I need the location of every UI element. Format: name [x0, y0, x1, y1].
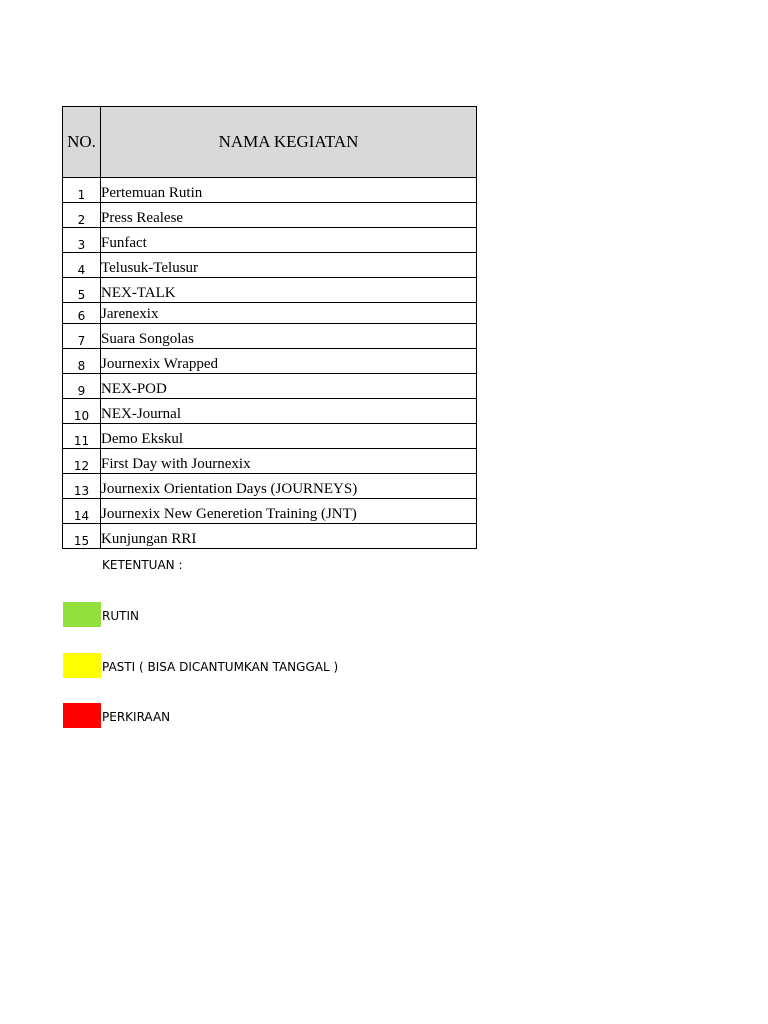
row-number-cell[interactable]: 8 [63, 349, 101, 374]
table-row [63, 474, 477, 499]
activity-name-cell[interactable]: Kunjungan RRI [101, 524, 477, 549]
table-row [63, 499, 477, 524]
activity-name-cell[interactable]: NEX-TALK [101, 278, 477, 303]
row-number-cell[interactable]: 5 [63, 278, 101, 303]
row-number-cell[interactable]: 2 [63, 203, 101, 228]
activity-name-cell[interactable]: Journexix Orientation Days (JOURNEYS) [101, 474, 477, 499]
table-row [63, 424, 477, 449]
header-no[interactable]: NO. [63, 107, 101, 178]
activity-name-cell[interactable]: Funfact [101, 228, 477, 253]
table-row [63, 324, 477, 349]
row-number-cell[interactable]: 13 [63, 474, 101, 499]
table-row [63, 399, 477, 424]
row-number-cell[interactable]: 7 [63, 324, 101, 349]
activity-table [62, 106, 477, 549]
activity-name-cell[interactable]: Suara Songolas [101, 324, 477, 349]
table-row [63, 349, 477, 374]
legend-label-perkiraan[interactable]: PERKIRAAN [102, 710, 171, 724]
activity-name-cell[interactable]: Press Realese [101, 203, 477, 228]
table-header-row [63, 107, 477, 178]
activity-name-cell[interactable]: NEX-Journal [101, 399, 477, 424]
activity-name-cell[interactable]: NEX-POD [101, 374, 477, 399]
legend-label-pasti[interactable]: PASTI ( BISA DICANTUMKAN TANGGAL ) [102, 660, 339, 674]
table-row [63, 524, 477, 549]
table-row [63, 303, 477, 324]
activity-name-cell[interactable]: Pertemuan Rutin [101, 178, 477, 203]
activity-name-cell[interactable]: Journexix Wrapped [101, 349, 477, 374]
legend-swatch-pasti[interactable] [63, 653, 101, 678]
legend-swatch-perkiraan[interactable] [63, 703, 101, 728]
activity-name-cell[interactable]: Telusuk-Telusur [101, 253, 477, 278]
row-number-cell[interactable]: 10 [63, 399, 101, 424]
activity-name-cell[interactable]: Journexix New Generetion Training (JNT) [101, 499, 477, 524]
legend-label-rutin[interactable]: RUTIN [102, 609, 139, 623]
row-number-cell[interactable]: 9 [63, 374, 101, 399]
activity-table-container [62, 106, 477, 549]
legend-item-perkiraan[interactable] [63, 703, 463, 728]
table-row [63, 228, 477, 253]
legend-swatch-rutin[interactable] [63, 602, 101, 627]
table-row [63, 449, 477, 474]
table-row [63, 203, 477, 228]
row-number-cell[interactable]: 12 [63, 449, 101, 474]
row-number-cell[interactable]: 11 [63, 424, 101, 449]
row-number-cell[interactable]: 1 [63, 178, 101, 203]
activity-name-cell[interactable]: Jarenexix [101, 303, 477, 324]
row-number-cell[interactable]: 6 [63, 303, 101, 324]
legend-item-pasti[interactable] [63, 653, 463, 678]
row-number-cell[interactable]: 14 [63, 499, 101, 524]
table-row [63, 253, 477, 278]
table-row [63, 178, 477, 203]
header-nama-kegiatan[interactable]: NAMA KEGIATAN [101, 107, 477, 178]
legend-title: KETENTUAN : [102, 558, 183, 572]
table-row [63, 374, 477, 399]
row-number-cell[interactable]: 3 [63, 228, 101, 253]
row-number-cell[interactable]: 4 [63, 253, 101, 278]
legend-item-rutin[interactable] [63, 602, 463, 627]
activity-name-cell[interactable]: Demo Ekskul [101, 424, 477, 449]
activity-name-cell[interactable]: First Day with Journexix [101, 449, 477, 474]
row-number-cell[interactable]: 15 [63, 524, 101, 549]
table-row [63, 278, 477, 303]
